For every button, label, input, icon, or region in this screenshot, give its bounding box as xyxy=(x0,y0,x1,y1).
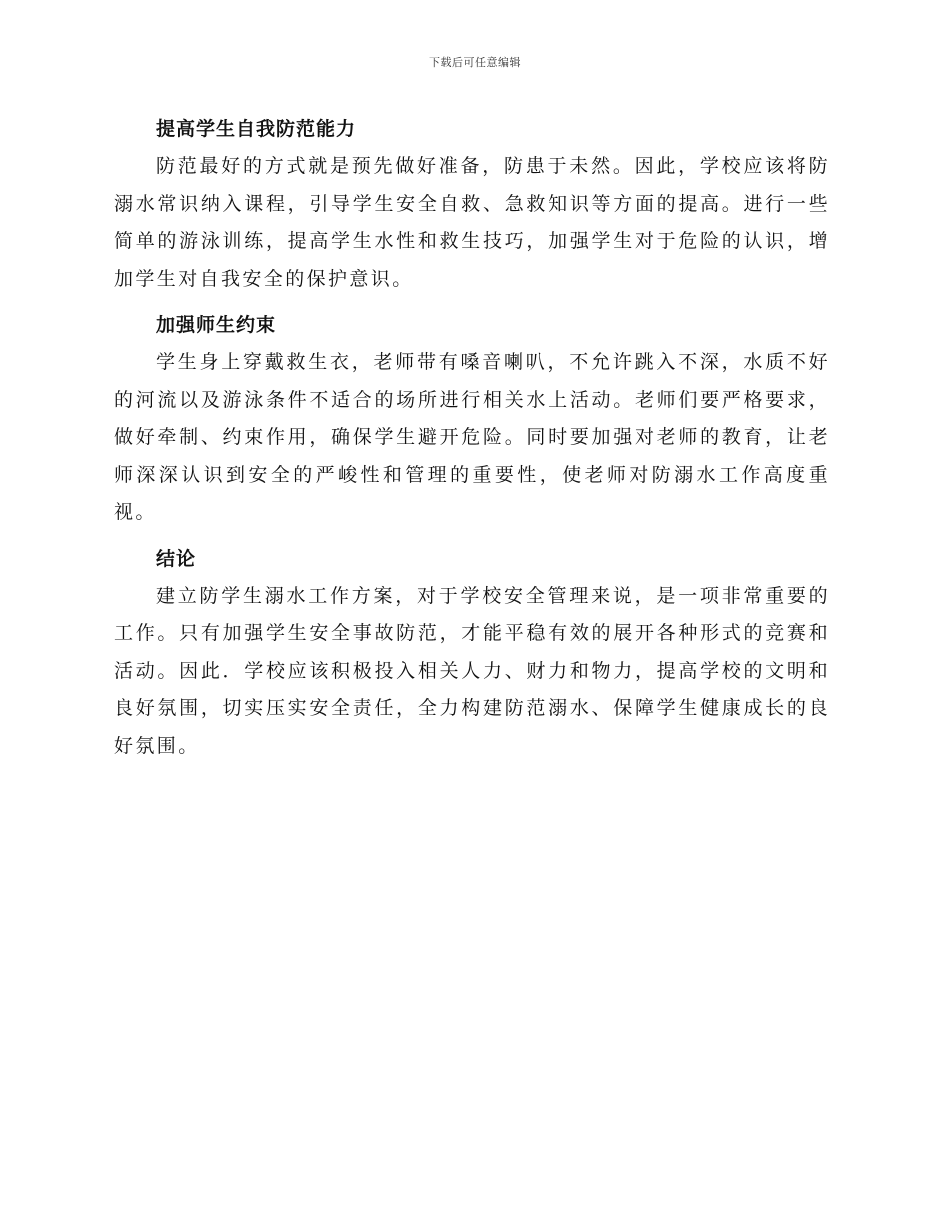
section-heading: 加强师生约束 xyxy=(156,314,277,336)
section-heading: 结论 xyxy=(156,547,197,570)
section-paragraph: 防范最好的方式就是预先做好准备，防患于未然。因此，学校应该将防溺水常识纳入课程，引导学生安全自救、急救知识等方面的提高。进行一些简单的游泳训练，提高学生水性和救生技巧，加强学生对于危险的认识，增加学生对自我安全的保护意识。 xyxy=(114,155,830,290)
section-teacher-student-constraints xyxy=(114,306,830,532)
section-heading: 提高学生自我防范能力 xyxy=(156,118,357,140)
section-paragraph: 建立防学生溺水工作方案，对于学校安全管理来说，是一项非常重要的工作。只有加强学生安全事故防范，才能平稳有效的展开各种形式的竞赛和活动。因此．学校应该积极投入相关人力、财力和物力，提高学校的文明和良好氛围，切实压实安全责任，全力构建防范溺水、保障学生健康成长的良好氛围。 xyxy=(114,584,830,757)
section-self-protection xyxy=(114,110,830,298)
section-conclusion xyxy=(114,540,830,766)
page-header-note: 下载后可任意编辑 xyxy=(429,56,521,69)
document-body xyxy=(114,110,830,773)
section-paragraph: 学生身上穿戴救生衣，老师带有嗓音喇叭，不允许跳入不深，水质不好的河流以及游泳条件不适合的场所进行相关水上活动。老师们要严格要求，做好牵制、约束作用，确保学生避开危险。同时要加强对老师的教育，让老师深深认识到安全的严峻性和管理的重要性，使老师对防溺水工作高度重视。 xyxy=(114,351,830,523)
